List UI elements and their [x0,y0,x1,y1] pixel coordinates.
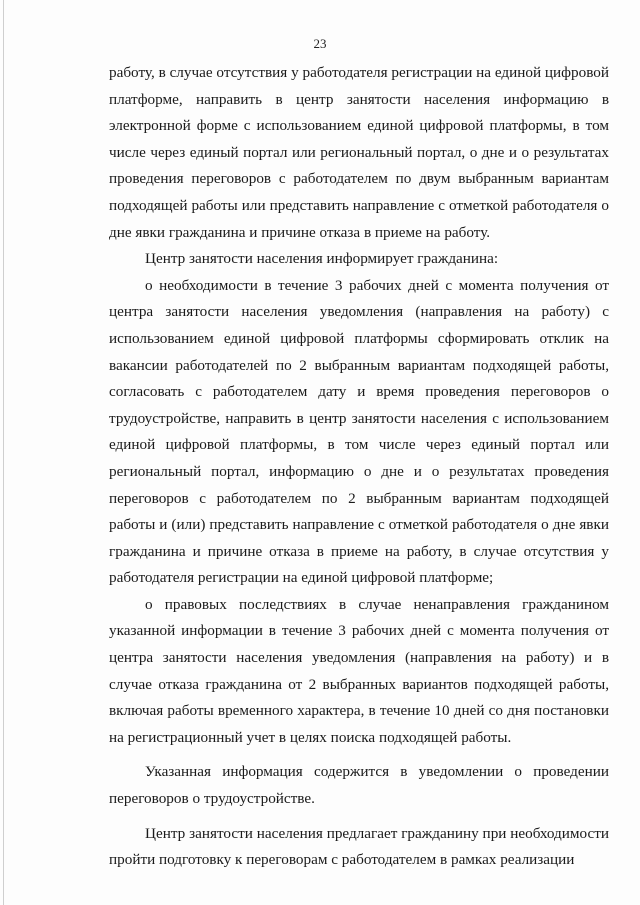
scan-edge [3,0,4,905]
paragraph-preparation: Центр занятости населения предлагает гражданину при необходимости пройти подготовку к переговорам с работодателем в рамках реализации [109,824,609,869]
page-number: 23 [313,36,327,51]
paragraph-continuation: работу, в случае отсутствия у работодателя регистрации на единой цифровой платформе, направить в центр занятости населения информацию в электронной форме с использованием единой цифровой платформы, в том числе через единый портал или региональный портал, о дне и о результатах проведения переговоров с работодателем по двум выбранным вариантам подходящей работы или представить направление с отметкой работодателя о дне явки гражданина и причине отказа в приеме на работу. [109,64,609,241]
paragraph-notice: Указанная информация содержится в уведомлении о проведении переговоров о трудоустройстве. [109,763,609,808]
paragraph-consequences: о правовых последствиях в случае ненаправления гражданином указанной информации в течение 3 рабочих дней с момента получения от центра занятости населения уведомления (направления на работу) и в случае отказа гражданина от 2 выбранных вариантов подходящей работы, включая работы временного характера, в течение 10 дней со дня постановки на регистрационный учет в целях поиска подходящей работы. [109,595,609,746]
paragraph-necessity: о необходимости в течение 3 рабочих дней с момента получения от центра занятости населения уведомления (направления на работу) с использованием единой цифровой платформы сформировать отклик на вакансии работодателей по 2 выбранным вариантам подходящей работы, согласовать с работодателем дату и время проведения переговоров о трудоустройстве, направить в центр занятости населения с использованием единой цифровой платформы, в том числе через единый портал или региональный портал, информацию о дне и о результатах проведения переговоров с работодателем по 2 выбранным вариантам подходящей работы и (или) представить направление с отметкой работодателя о дне явки гражданина и причине отказа в приеме на работу, в случае отсутствия у работодателя регистрации на единой цифровой платформе; [109,276,609,587]
document-body [109,60,609,874]
paragraph-informs: Центр занятости населения информирует гражданина: [145,250,499,268]
